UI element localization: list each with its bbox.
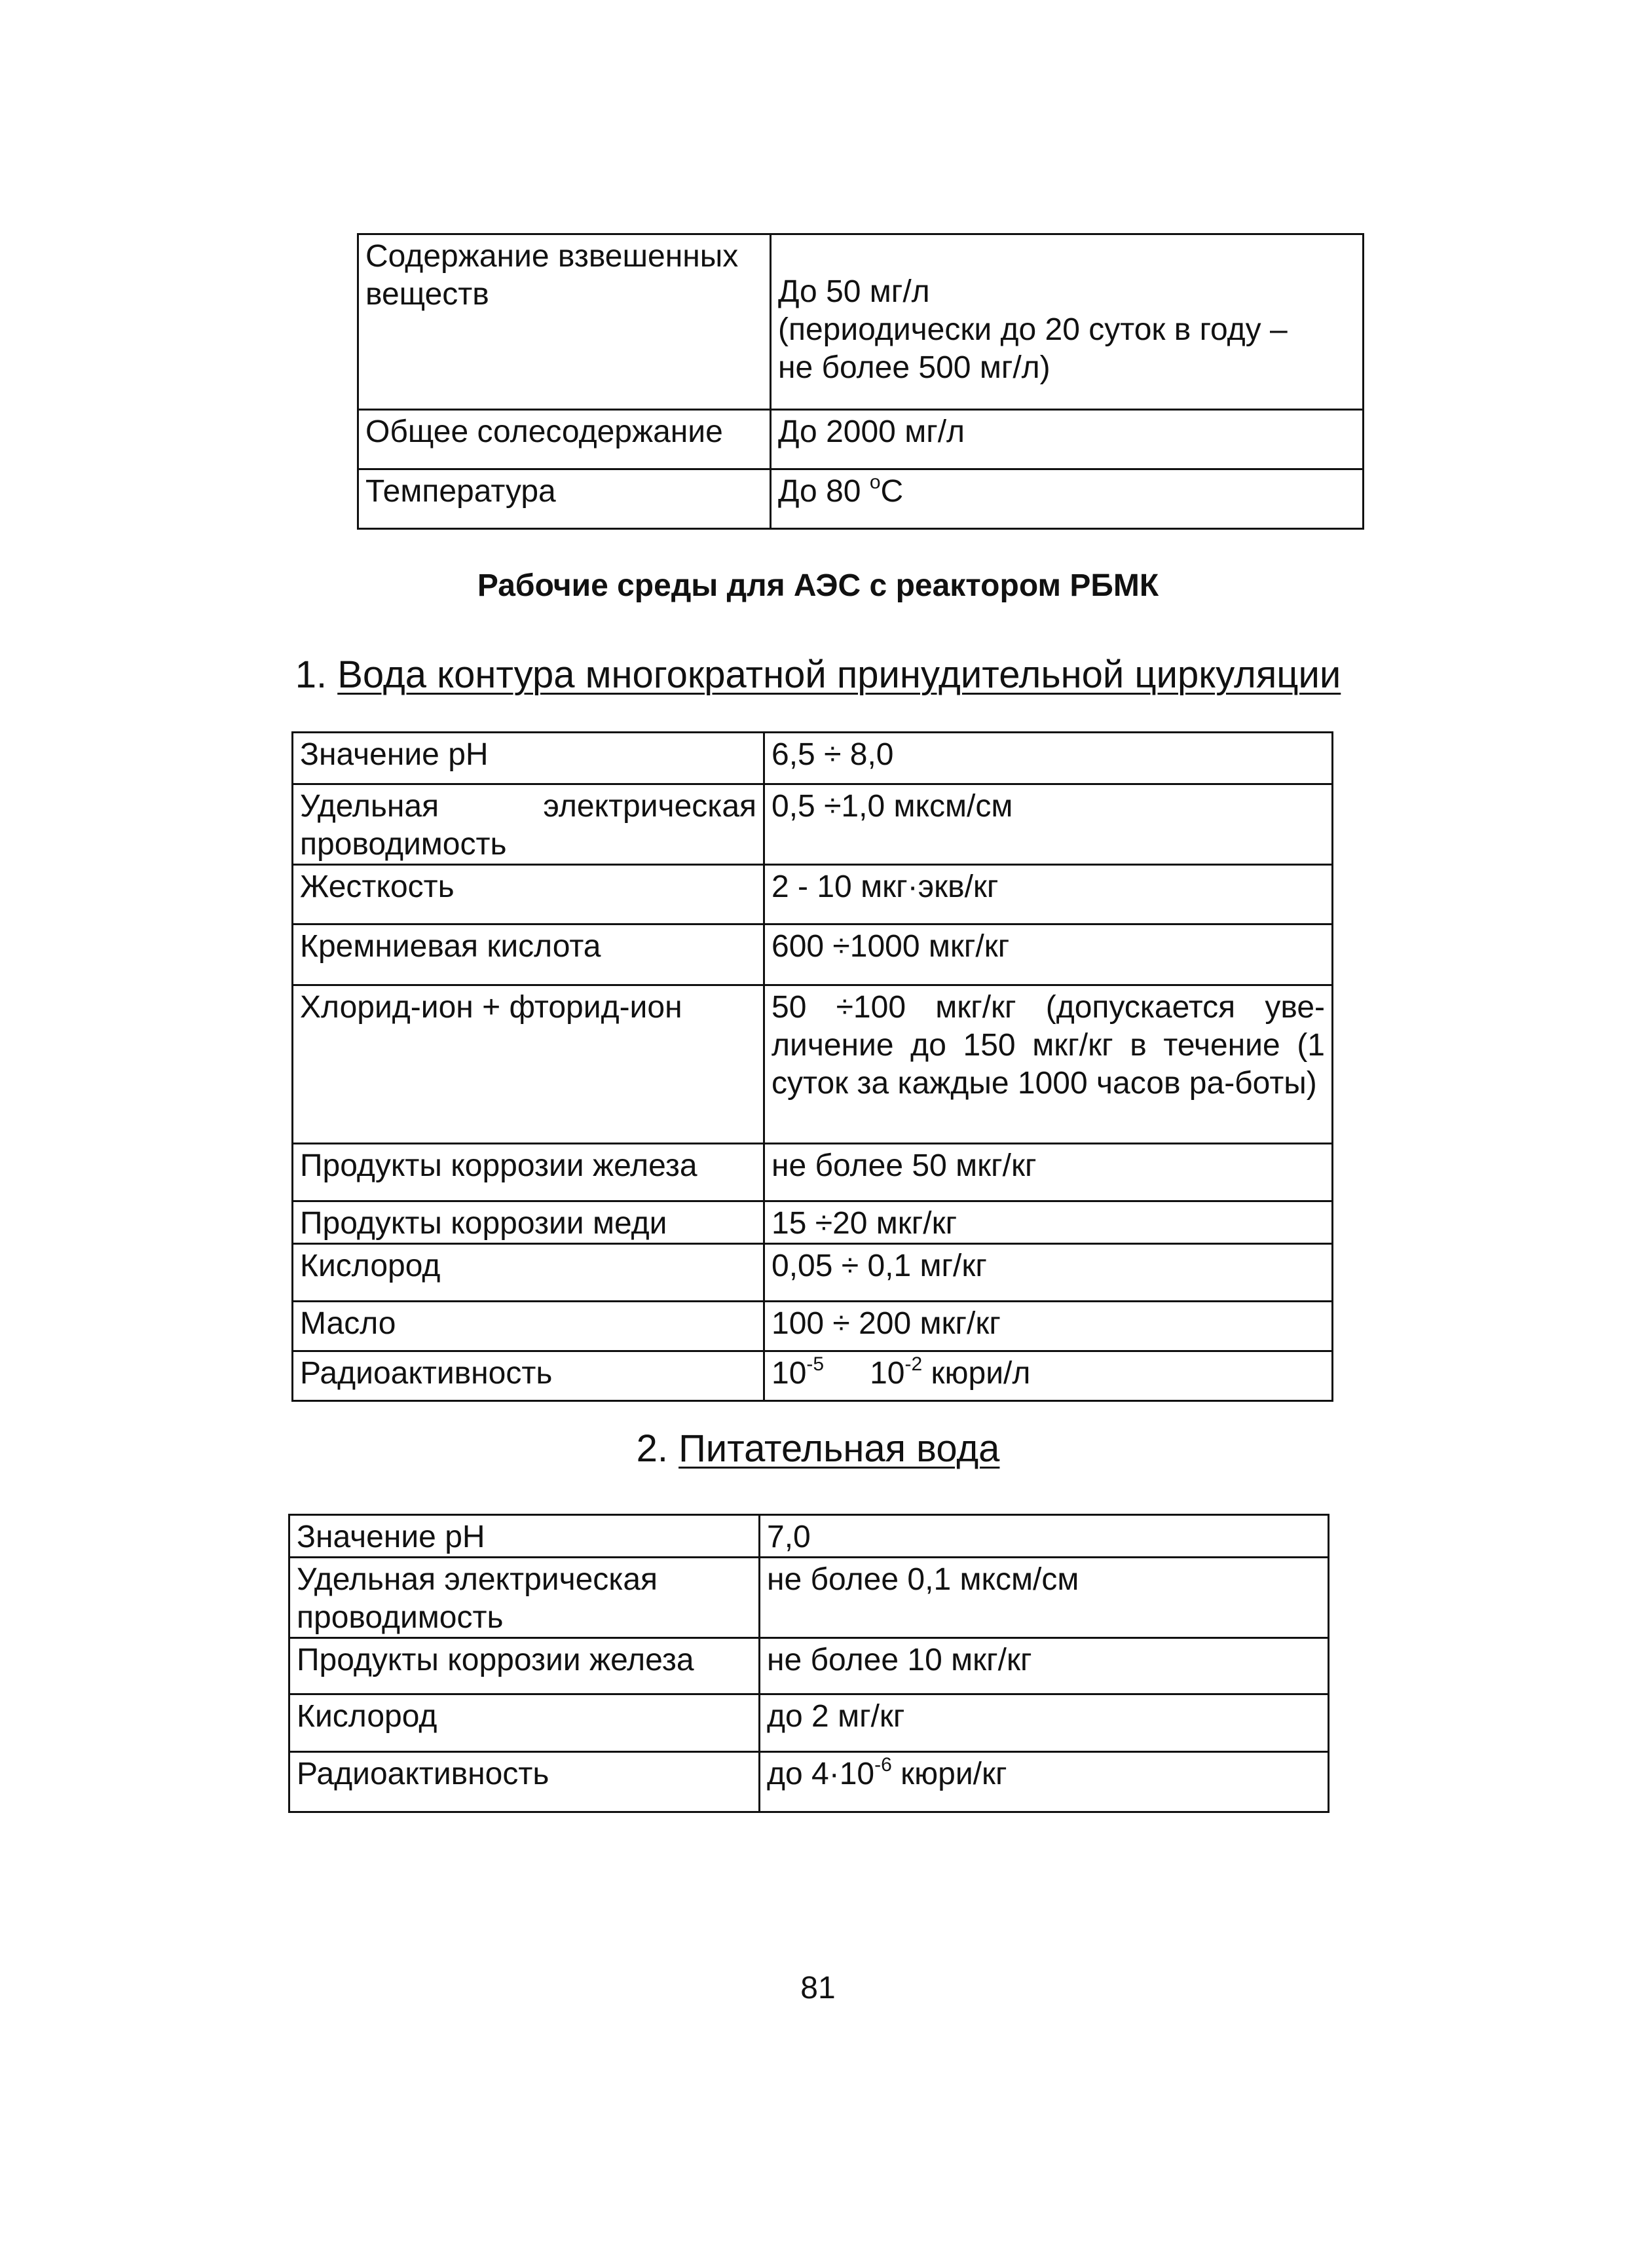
table-row bbox=[358, 410, 1364, 469]
param-cell: Хлорид-ион + фторид-ион bbox=[293, 985, 764, 1144]
value-cell: 100 ÷ 200 мкг/кг bbox=[764, 1302, 1333, 1351]
table-row bbox=[358, 234, 1364, 410]
value-unit: С bbox=[880, 474, 904, 509]
value-cell bbox=[771, 469, 1364, 529]
section-number: 1. bbox=[295, 653, 327, 696]
value-exponent: -2 bbox=[904, 1353, 923, 1375]
value-text: До 80 bbox=[778, 474, 861, 509]
degree-sup: о bbox=[869, 471, 881, 493]
section-1-title bbox=[0, 652, 1636, 698]
value-cell: 0,05 ÷ 0,1 мг/кг bbox=[764, 1244, 1333, 1302]
value-base: 10 bbox=[870, 1356, 905, 1391]
param-cell: Продукты коррозии железа bbox=[289, 1638, 760, 1694]
table-row bbox=[293, 1351, 1333, 1401]
param-cell: Значение рН bbox=[293, 733, 764, 784]
value-cell: 0,5 ÷1,0 мксм/см bbox=[764, 784, 1333, 865]
value-cell: До 2000 мг/л bbox=[771, 410, 1364, 469]
value-cell: 6,5 ÷ 8,0 bbox=[764, 733, 1333, 784]
table-feed-water bbox=[288, 1514, 1329, 1813]
param-cell: Масло bbox=[293, 1302, 764, 1351]
param-cell: Продукты коррозии меди bbox=[293, 1201, 764, 1244]
value-exponent: -5 bbox=[806, 1353, 825, 1375]
param-cell: Общее солесодержание bbox=[358, 410, 771, 469]
param-cell: Кислород bbox=[289, 1694, 760, 1752]
param-cell: Продукты коррозии железа bbox=[293, 1144, 764, 1201]
section-2-title bbox=[0, 1426, 1636, 1472]
value-exponent: -6 bbox=[874, 1754, 892, 1776]
param-cell: Удельная электрическая проводимость bbox=[289, 1558, 760, 1638]
table-row bbox=[293, 1302, 1333, 1351]
table-row bbox=[358, 469, 1364, 529]
table-row bbox=[289, 1694, 1329, 1752]
param-cell: Радиоактивность bbox=[293, 1351, 764, 1401]
table-row bbox=[293, 1244, 1333, 1302]
table-top bbox=[357, 233, 1364, 530]
value-base: до 4·10 bbox=[767, 1757, 875, 1791]
table-row bbox=[289, 1752, 1329, 1812]
table-row bbox=[293, 924, 1333, 985]
value-cell bbox=[760, 1752, 1329, 1812]
value-line: (периодически до 20 суток в году – bbox=[778, 312, 1288, 347]
table-row bbox=[293, 865, 1333, 924]
value-cell bbox=[771, 234, 1364, 410]
param-cell: Содержание взвешенных веществ bbox=[358, 234, 771, 410]
table-row bbox=[293, 1201, 1333, 1244]
page-number: 81 bbox=[800, 1971, 836, 2005]
table-row bbox=[289, 1515, 1329, 1558]
value-cell: не более 0,1 мксм/см bbox=[760, 1558, 1329, 1638]
param-cell: Жесткость bbox=[293, 865, 764, 924]
section-title: Питательная вода bbox=[679, 1427, 1000, 1470]
value-unit: кюри/л bbox=[922, 1356, 1031, 1391]
table-row bbox=[293, 733, 1333, 784]
table-row bbox=[293, 985, 1333, 1144]
page-heading: Рабочие среды для АЭС с реактором РБМК bbox=[477, 568, 1159, 603]
value-line: До 50 мг/л bbox=[778, 274, 930, 309]
table-row bbox=[289, 1638, 1329, 1694]
value-base: 10 bbox=[772, 1356, 807, 1391]
table-row bbox=[293, 784, 1333, 865]
value-cell: 2 - 10 мкг·экв/кг bbox=[764, 865, 1333, 924]
param-cell: Кислород bbox=[293, 1244, 764, 1302]
param-cell: Кремниевая кислота bbox=[293, 924, 764, 985]
value-cell: 7,0 bbox=[760, 1515, 1329, 1558]
param-cell: Температура bbox=[358, 469, 771, 529]
value-cell: до 2 мг/кг bbox=[760, 1694, 1329, 1752]
section-number: 2. bbox=[636, 1427, 668, 1470]
value-cell: 50 ÷100 мкг/кг (допускается уве-личение до 150 мкг/кг в течение (1 суток за каждые 1000 часов ра-боты) bbox=[764, 985, 1333, 1144]
table-row bbox=[289, 1558, 1329, 1638]
table-mpc-water bbox=[291, 731, 1333, 1402]
value-line: не более 500 мг/л) bbox=[778, 350, 1050, 385]
section-title: Вода контура многократной принудительной циркуляции bbox=[337, 653, 1341, 696]
param-cell: Радиоактивность bbox=[289, 1752, 760, 1812]
value-cell: 15 ÷20 мкг/кг bbox=[764, 1201, 1333, 1244]
value-cell bbox=[764, 1351, 1333, 1401]
value-unit: кюри/кг bbox=[891, 1757, 1007, 1791]
value-cell: не более 50 мкг/кг bbox=[764, 1144, 1333, 1201]
table-row bbox=[293, 1144, 1333, 1201]
param-cell: Значение рН bbox=[289, 1515, 760, 1558]
value-cell: 600 ÷1000 мкг/кг bbox=[764, 924, 1333, 985]
value-cell: не более 10 мкг/кг bbox=[760, 1638, 1329, 1694]
param-cell: Удельная электрическая проводимость bbox=[293, 784, 764, 865]
